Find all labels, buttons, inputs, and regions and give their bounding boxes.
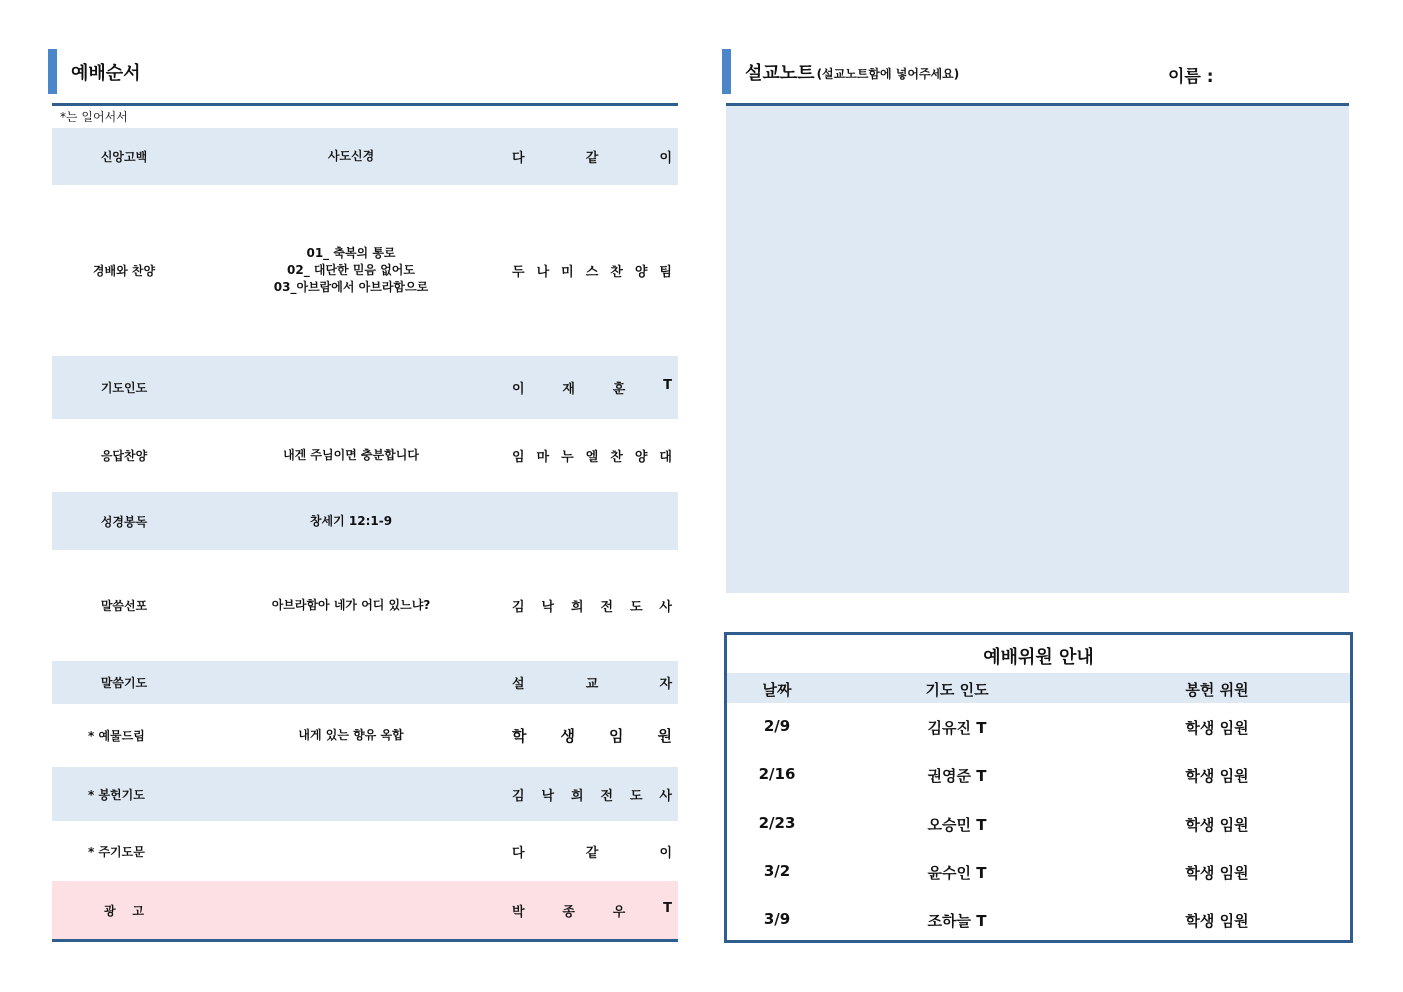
committee-row (727, 904, 1350, 934)
committee-row (727, 759, 1350, 789)
order-item: * 예물드림 (88, 729, 145, 743)
order-content: 01_ 축복의 통로 02_ 대단한 믿음 없어도 03_아브람에서 아브라함으로 (273, 246, 429, 294)
committee-date: 2/16 (758, 765, 796, 783)
divider (52, 103, 678, 106)
order-row-praise (52, 185, 678, 356)
order-content: 아브라함아 네가 어디 있느냐? (271, 598, 431, 612)
order-leader: 박 종 우 T (512, 900, 672, 920)
order-item: 성경봉독 (100, 514, 148, 529)
accent-bar (722, 49, 731, 94)
order-content: 내겐 주님이면 충분합니다 (283, 448, 419, 462)
committee-date: 2/9 (763, 717, 791, 735)
order-item: 기도인도 (100, 381, 148, 395)
committee-offering: 학생 임원 (1185, 912, 1249, 930)
committee-prayer: 조하늘 T (927, 912, 987, 930)
committee-date: 3/9 (763, 910, 791, 928)
order-leader: 다 같 이 (512, 151, 672, 166)
order-item: 경배와 찬양 (92, 264, 156, 278)
committee-offering: 학생 임원 (1185, 864, 1249, 882)
committee-date: 3/2 (763, 862, 791, 880)
order-row-offering (52, 704, 678, 767)
sermon-note-area[interactable] (726, 106, 1349, 593)
committee-row (727, 711, 1350, 741)
order-item: 신앙고백 (100, 150, 148, 164)
order-row-sermon-prayer (52, 661, 678, 704)
sermon-note-hint: (설교노트함에 넣어주세요) (816, 67, 960, 81)
order-row-scripture (52, 492, 678, 550)
order-item: 말씀기도 (100, 676, 148, 690)
committee-prayer: 오승민 T (927, 816, 987, 834)
standing-note: *는 일어서서 (60, 110, 128, 124)
order-leader: 임 마 누 엘 찬 양 대 (512, 450, 672, 465)
order-item: 말씀선포 (100, 599, 148, 613)
order-row-announcements (52, 881, 678, 939)
committee-prayer: 권영준 T (927, 767, 987, 785)
sermon-note-header (722, 49, 959, 94)
committee-row (727, 856, 1350, 886)
order-item: * 봉헌기도 (88, 787, 145, 802)
order-item: 응답찬양 (100, 449, 148, 463)
header-date: 날짜 (762, 681, 792, 699)
order-item: 광 고 (104, 903, 144, 918)
committee-row (727, 808, 1350, 838)
committee-date: 2/23 (758, 814, 796, 832)
order-content: 사도신경 (327, 149, 375, 163)
committee-offering: 학생 임원 (1185, 767, 1249, 785)
order-row-lords-prayer (52, 821, 678, 881)
worship-order-title: 예배순서 (71, 62, 141, 84)
order-leader: 설 교 자 (512, 677, 672, 692)
order-content: 창세기 12:1-9 (309, 513, 393, 528)
order-row-sermon (52, 550, 678, 661)
committee-offering: 학생 임원 (1185, 816, 1249, 834)
committee-header-row (727, 673, 1350, 703)
order-row-prayer (52, 356, 678, 419)
order-row-creed (52, 128, 678, 185)
order-leader: 이 재 훈 T (512, 378, 672, 397)
order-leader: 두 나 미 스 찬 양 팀 (512, 265, 672, 280)
accent-bar (48, 49, 57, 94)
sermon-note-title: 설교노트 (745, 62, 815, 84)
name-label: 이름 : (1168, 67, 1214, 87)
order-leader: 김 낙 희 전 도 사 (512, 600, 672, 615)
order-leader: 김 낙 희 전 도 사 (512, 788, 672, 804)
order-leader: 다 같 이 (512, 845, 672, 861)
header-prayer: 기도 인도 (925, 681, 989, 699)
divider (52, 939, 678, 942)
worship-order-header (48, 49, 141, 94)
order-row-offering-prayer (52, 767, 678, 821)
order-row-response-hymn (52, 419, 678, 492)
worship-order-table (52, 128, 678, 939)
order-content: 내게 있는 향유 옥합 (298, 728, 404, 742)
committee-prayer: 김유진 T (927, 719, 987, 737)
committee-title: 예배위원 안내 (983, 647, 1094, 668)
header-offering: 봉헌 위원 (1185, 681, 1249, 699)
order-leader: 학 생 임 원 (512, 727, 672, 745)
committee-prayer: 윤수인 T (927, 864, 987, 882)
committee-box (724, 632, 1353, 943)
order-item: * 주기도문 (88, 844, 145, 859)
committee-offering: 학생 임원 (1185, 719, 1249, 737)
